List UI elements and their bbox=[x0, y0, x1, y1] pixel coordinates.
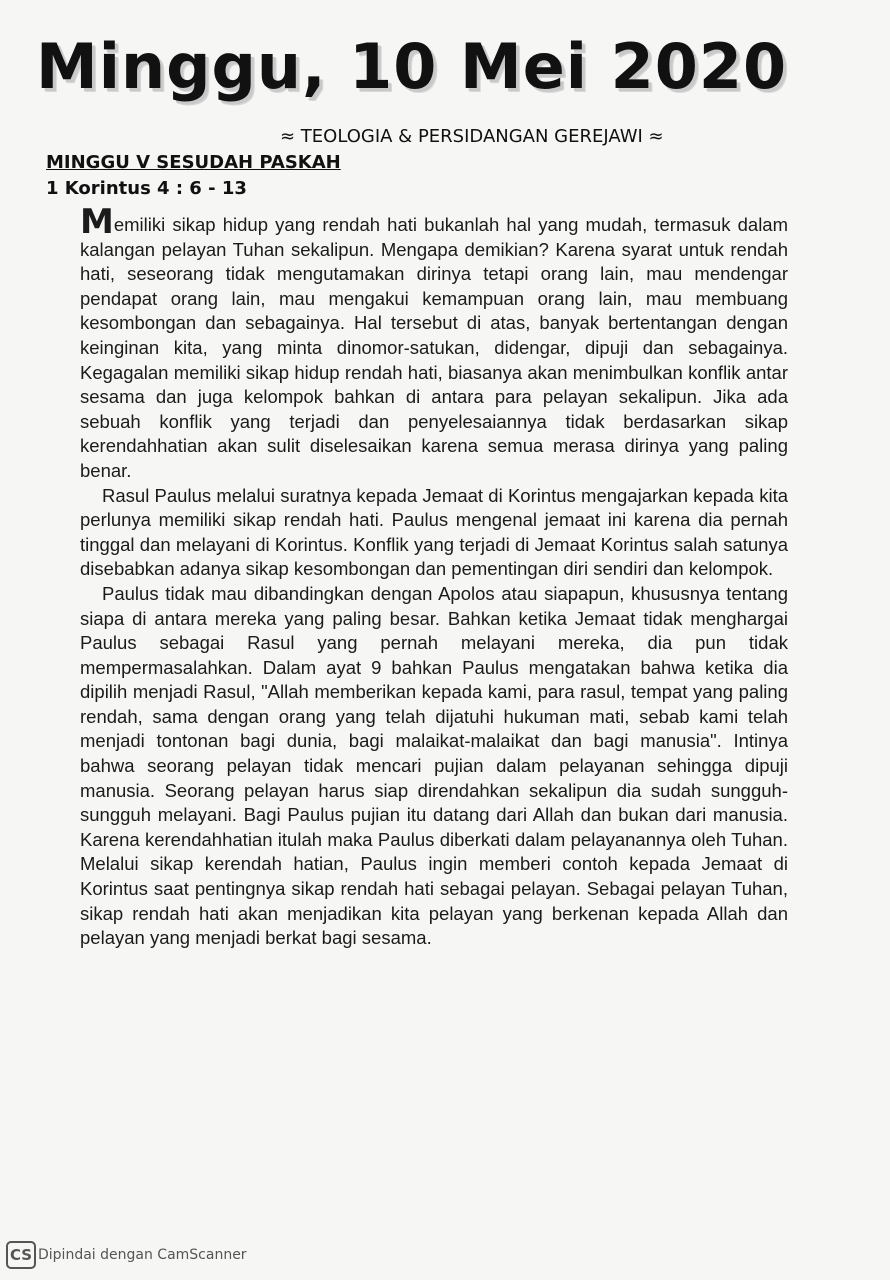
drop-cap: M bbox=[80, 202, 114, 242]
paragraph-3: Paulus tidak mau dibandingkan dengan Apolos atau siapapun, khususnya tentang siapa di antara mereka yang paling besar. Bahkan ketika Jemaat tidak menghargai Paulus sebagai Rasul yang pernah melayani mereka, dia pun tidak mempermasalahkan. Dalam ayat 9 bahkan Paulus mengatakan bahwa ketika dia dipilih menjadi Rasul, "Allah memberikan kepada kami, para rasul, tempat yang paling rendah, sama dengan orang yang telah dijatuhi hukuman mati, sebab kami telah menjadi tontonan bagi dunia, bagi malaikat-malaikat dan bagi manusia". Intinya bahwa seorang pelayan tidak mencari pujian dalam pelayanan sehingga dipuji manusia. Seorang pelayan harus siap direndahkan sekalipun dia sudah sungguh-sungguh melayani. Bagi Paulus pujian itu datang dari Allah dan bukan dari manusia. Karena kerendahhatian itulah maka Paulus diberkati dalam pelayanannya oleh Tuhan. Melalui sikap kerendah hatian, Paulus ingin memberi contoh kepada Jemaat di Korintus saat pentingnya sikap rendah hati sebagai pelayan. Sebagai pelayan Tuhan, sikap rendah hati akan menjadikan kita pelayan yang berkenan kepada Allah dan pelayan yang menjadi berkat bagi sesama. bbox=[80, 582, 788, 949]
watermark-text: Dipindai dengan CamScanner bbox=[38, 1247, 247, 1263]
article-body bbox=[80, 202, 788, 951]
camscanner-watermark bbox=[6, 1240, 247, 1270]
page-title: Minggu, 10 Mei 2020 bbox=[36, 30, 788, 103]
paragraph-1-text: emiliki sikap hidup yang rendah hati bukanlah hal yang mudah, termasuk dalam kalangan pelayan Tuhan sekalipun. Mengapa demikian? Karena syarat untuk rendah hati, seseorang tidak mengutamakan dirinya tetapi orang lain, mau mendengar pendapat orang lain, mau mengakui kemampuan orang lain, mau membuang kesombongan dan sebagainya. Hal tersebut di atas, banyak bertentangan dengan keinginan kita, yang minta dinomor-satukan, didengar, dipuji dan sebagainya. Kegagalan memiliki sikap hidup rendah hati, biasanya akan menimbulkan konflik antar sesama dan juga kelompok bahkan di antara para pelayan sekalipun. Jika ada sebuah konflik yang terjadi dan penyelesaiannya tidak berdasarkan sikap kerendahhatian akan sulit diselesaikan karena semua merasa dirinya yang paling benar. bbox=[80, 214, 788, 481]
scripture-reference: 1 Korintus 4 : 6 - 13 bbox=[46, 178, 247, 199]
camscanner-logo-icon: CS bbox=[6, 1241, 36, 1269]
paragraph-1 bbox=[80, 202, 788, 484]
paragraph-2: Rasul Paulus melalui suratnya kepada Jemaat di Korintus mengajarkan kepada kita perlunya memiliki sikap rendah hati. Paulus mengenal jemaat ini karena dia pernah tinggal dan melayani di Korintus. Konflik yang terjadi di Jemaat Korintus salah satunya disebabkan adanya sikap kesombongan dan pementingan diri sendiri dan kelompok. bbox=[80, 484, 788, 580]
liturgical-sunday-label: MINGGU V SESUDAH PASKAH bbox=[46, 152, 341, 173]
section-heading: ≈ TEOLOGIA & PERSIDANGAN GEREJAWI ≈ bbox=[280, 126, 664, 147]
